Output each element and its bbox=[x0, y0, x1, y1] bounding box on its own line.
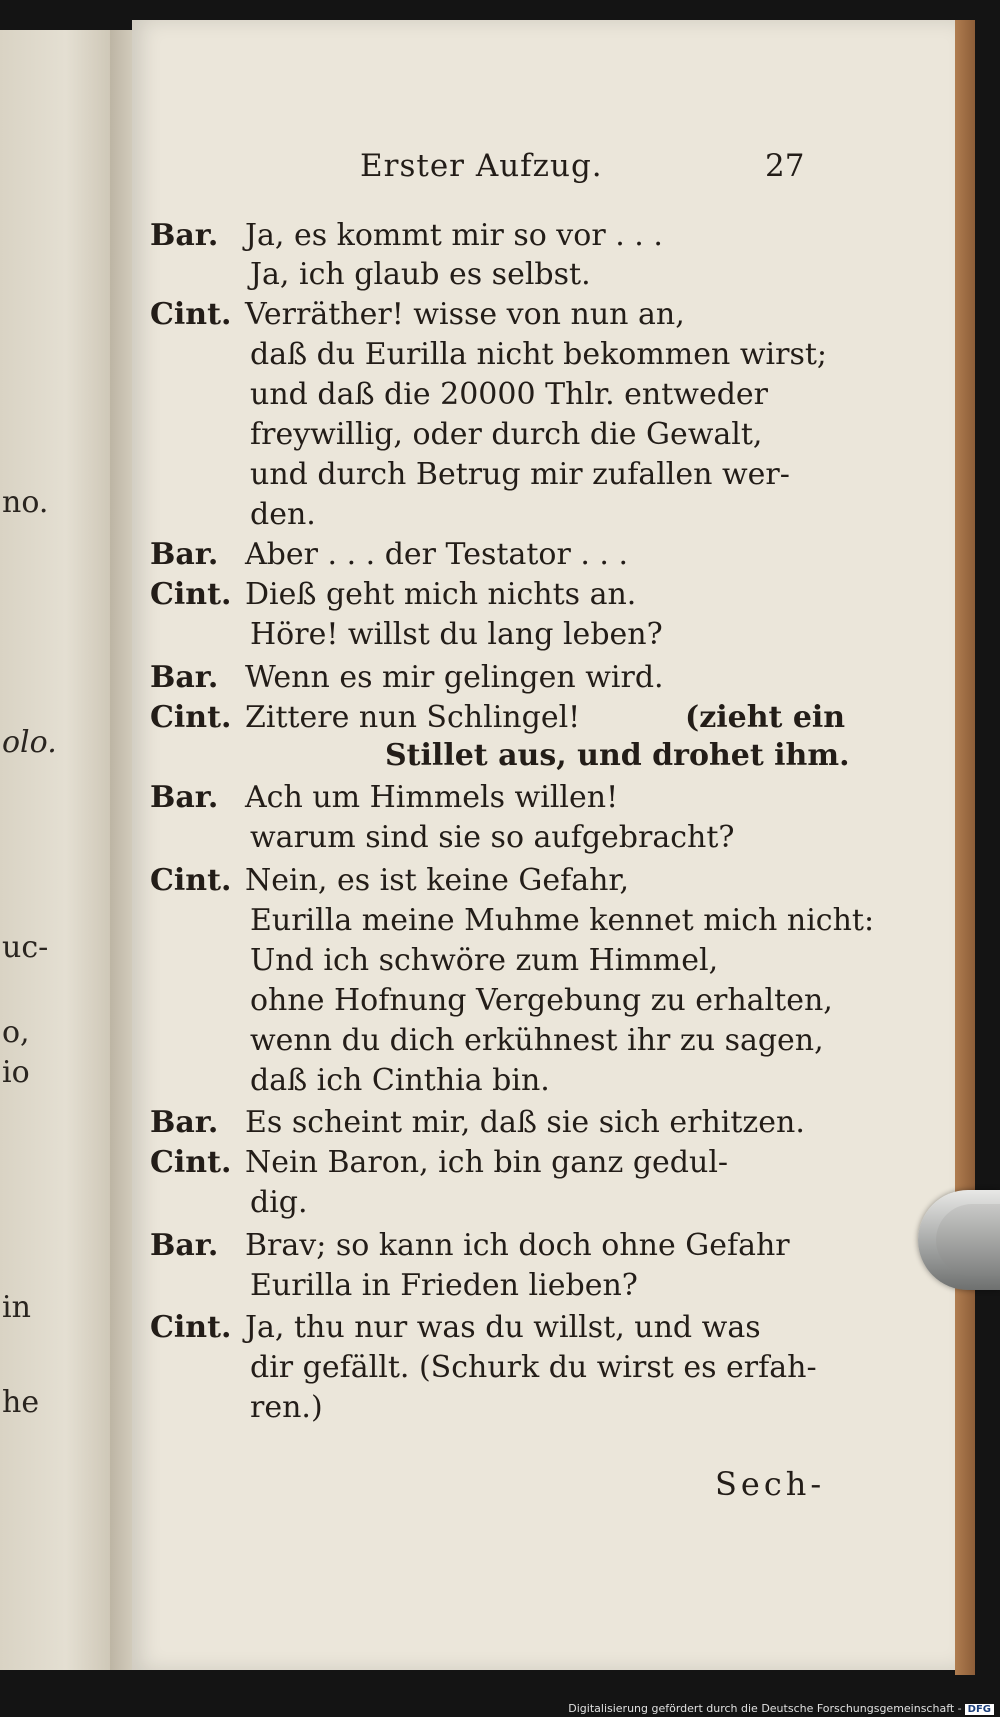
text-line: Brav; so kann ich doch ohne Gefahr bbox=[245, 1228, 790, 1263]
text-line: Es scheint mir, daß sie sich erhitzen. bbox=[245, 1105, 805, 1140]
speaker-label: Bar. bbox=[150, 218, 219, 253]
stage-direction: Stillet aus, und drohet ihm. bbox=[385, 738, 850, 773]
previous-page bbox=[0, 30, 110, 1670]
text-line: Zittere nun Schlingel! bbox=[245, 700, 581, 735]
speaker-label: Cint. bbox=[150, 700, 232, 735]
text-line: Höre! willst du lang leben? bbox=[250, 617, 663, 652]
speaker-label: Cint. bbox=[150, 863, 232, 898]
left-fragment: uc- bbox=[2, 930, 49, 965]
text-line: und daß die 20000 Thlr. entweder bbox=[250, 377, 769, 412]
left-fragment: in bbox=[2, 1290, 31, 1325]
dfg-logo: DFG bbox=[965, 1704, 994, 1715]
left-fragment: olo. bbox=[2, 725, 57, 760]
speaker-label: Cint. bbox=[150, 1310, 232, 1345]
running-header: Erster Aufzug. bbox=[360, 148, 603, 184]
text-line: warum sind sie so aufgebracht? bbox=[250, 820, 735, 855]
speaker-label: Bar. bbox=[150, 537, 219, 572]
speaker-label: Cint. bbox=[150, 1145, 232, 1180]
left-fragment: io bbox=[2, 1055, 30, 1090]
text-line: Ach um Himmels willen! bbox=[245, 780, 619, 815]
text-line: Eurilla in Frieden lieben? bbox=[250, 1268, 638, 1303]
text-line: daß ich Cinthia bin. bbox=[250, 1063, 550, 1098]
text-line: Wenn es mir gelingen wird. bbox=[245, 660, 664, 695]
text-line: Ja, es kommt mir so vor . . . bbox=[245, 218, 663, 253]
text-line: Eurilla meine Muhme kennet mich nicht: bbox=[250, 903, 875, 938]
footer bbox=[568, 1702, 994, 1715]
text-line: ren.) bbox=[250, 1390, 323, 1425]
speaker-label: Bar. bbox=[150, 1105, 219, 1140]
page-number: 27 bbox=[765, 148, 805, 184]
stage-direction: (zieht ein bbox=[685, 700, 846, 735]
text-line: den. bbox=[250, 497, 316, 532]
text-line: Verräther! wisse von nun an, bbox=[245, 297, 685, 332]
left-fragment: he bbox=[2, 1385, 40, 1420]
catchword: Sech- bbox=[715, 1465, 826, 1503]
text-line: Dieß geht mich nichts an. bbox=[245, 577, 637, 612]
text-line: ohne Hofnung Vergebung zu erhalten, bbox=[250, 983, 833, 1018]
speaker-label: Cint. bbox=[150, 297, 232, 332]
text-line: freywillig, oder durch die Gewalt, bbox=[250, 417, 763, 452]
text-line: dig. bbox=[250, 1185, 308, 1220]
text-line: Ja, ich glaub es selbst. bbox=[250, 257, 591, 292]
text-line: dir gefällt. (Schurk du wirst es erfah- bbox=[250, 1350, 817, 1385]
text-line: und durch Betrug mir zufallen wer- bbox=[250, 457, 790, 492]
text-line: Ja, thu nur was du willst, und was bbox=[245, 1310, 761, 1345]
speaker-label: Bar. bbox=[150, 1228, 219, 1263]
text-line: Nein, es ist keine Gefahr, bbox=[245, 863, 630, 898]
speaker-label: Cint. bbox=[150, 577, 232, 612]
speaker-label: Bar. bbox=[150, 660, 219, 695]
text-line: Aber . . . der Testator . . . bbox=[245, 537, 628, 572]
speaker-label: Bar. bbox=[150, 780, 219, 815]
footer-text: Digitalisierung gefördert durch die Deutsche Forschungsgemeinschaft - bbox=[568, 1702, 962, 1715]
text-line: wenn du dich erkühnest ihr zu sagen, bbox=[250, 1023, 824, 1058]
text-line: daß du Eurilla nicht bekommen wirst; bbox=[250, 337, 828, 372]
left-fragment: o, bbox=[2, 1015, 30, 1050]
left-fragment: no. bbox=[2, 485, 49, 520]
page-edge bbox=[955, 20, 975, 1675]
text-line: Nein Baron, ich bin ganz gedul- bbox=[245, 1145, 729, 1180]
bookmark-clip-inner bbox=[936, 1204, 1000, 1276]
text-line: Und ich schwöre zum Himmel, bbox=[250, 943, 719, 978]
